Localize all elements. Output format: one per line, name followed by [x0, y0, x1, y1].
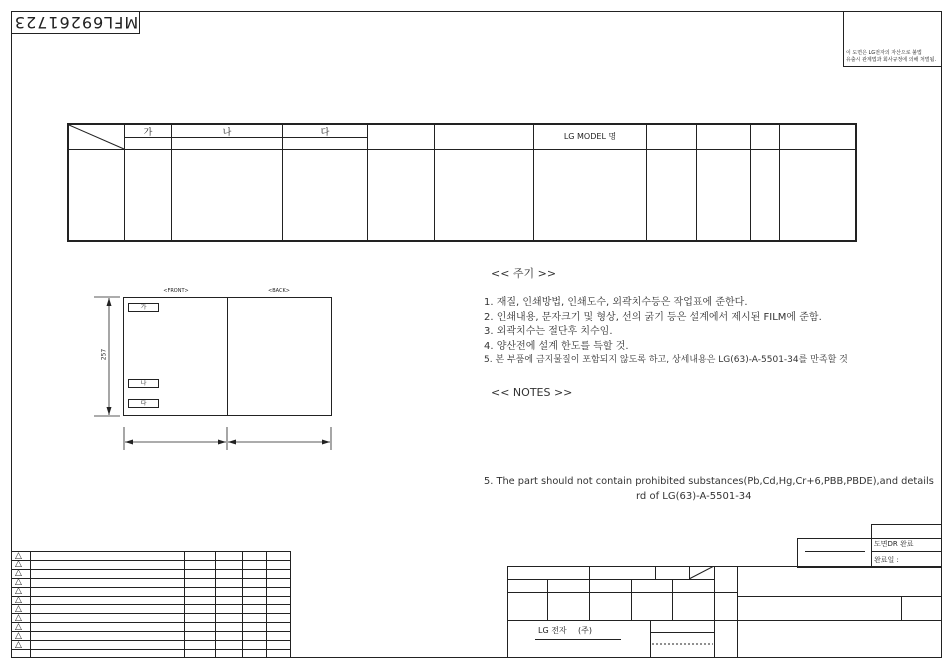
- spec-col-4: [367, 124, 368, 241]
- revision-row-line: [11, 640, 291, 641]
- tb-col-6: [650, 620, 651, 658]
- spec-header-lg-model: LG MODEL 명: [563, 132, 617, 141]
- spec-col-7: [646, 124, 647, 241]
- spec-col-5: [434, 124, 435, 241]
- back-label: <BACK>: [268, 288, 290, 294]
- spec-table-diagonal: [68, 124, 125, 150]
- revision-row-line: [11, 631, 291, 632]
- revision-row-line: [11, 560, 291, 561]
- label-ga-text: 가: [140, 304, 147, 311]
- company-name: LG 전자: [538, 626, 567, 635]
- spec-header-ga: 가: [143, 128, 153, 138]
- tb-col-10: [901, 596, 902, 620]
- revision-col-2: [184, 551, 185, 658]
- spec-table: [67, 123, 857, 242]
- english-notes-title: << NOTES >>: [491, 386, 573, 399]
- spec-header-da: 다: [320, 128, 330, 138]
- tb-row-6: [650, 632, 714, 633]
- tb-row-3: [507, 620, 737, 621]
- spec-col-1: [124, 124, 125, 241]
- revision-triangle-icon: △: [15, 630, 22, 641]
- dr-box-divider: [871, 524, 872, 568]
- spec-col-10: [779, 124, 780, 241]
- tb-col-9: [737, 566, 738, 658]
- revision-col-1: [30, 551, 31, 658]
- revision-triangle-icon: △: [15, 586, 22, 597]
- warning-box-bottom-border: [843, 66, 942, 67]
- revision-row-line: [11, 649, 291, 650]
- label-da-text: 다: [140, 400, 147, 407]
- revision-row-line: [11, 613, 291, 614]
- dr-signature-line: [805, 551, 865, 552]
- tb-dashed-line: [650, 642, 715, 646]
- tb-col-5: [672, 579, 673, 620]
- tb-col-1: [547, 579, 548, 620]
- company-suffix: (주): [578, 626, 592, 635]
- dr-complete-label: 도면DR 완료: [874, 540, 914, 548]
- revision-row-line: [11, 569, 291, 570]
- korean-note-5: 5. 본 부품에 금지물질이 포함되지 않도록 하고, 상세내용은 LG(63)-A-5501-34를 만족할 것: [484, 355, 848, 365]
- english-note-line-1: 5. The part should not contain prohibited substances(Pb,Cd,Hg,Cr+6,PBB,PBDE),and details: [484, 476, 934, 487]
- revision-col-3: [215, 551, 216, 658]
- revision-row-line: [11, 587, 291, 588]
- warning-line-1: 이 도면은 LG전자의 자산으로 불법: [846, 50, 922, 56]
- company-underline: [535, 639, 621, 640]
- revision-triangle-icon: △: [15, 559, 22, 570]
- warning-box-left-border: [843, 11, 844, 66]
- tb-row-2: [507, 592, 737, 593]
- spec-col-2: [171, 124, 172, 241]
- spec-col-3: [282, 124, 283, 241]
- dr-box-top: [871, 524, 942, 525]
- dimension-lines: [90, 290, 340, 455]
- spec-col-9: [750, 124, 751, 241]
- revision-triangle-icon: △: [15, 595, 22, 605]
- spec-table-header-line-full: [68, 149, 856, 150]
- tb-col-2: [589, 566, 590, 620]
- revision-row-line: [11, 596, 291, 597]
- revision-triangle-icon: △: [15, 568, 22, 579]
- label-na-text: 나: [140, 380, 147, 387]
- revision-triangle-icon: △: [15, 621, 22, 632]
- tb-row-1: [507, 579, 714, 580]
- korean-note-2: 2. 인쇄내용, 문자크기 및 형상, 선의 굵기 등은 설계에서 제시된 FILM에 준함.: [484, 312, 822, 323]
- korean-notes-title: << 주기 >>: [491, 267, 557, 280]
- revision-row-line: [11, 604, 291, 605]
- revision-row-line: [11, 622, 291, 623]
- revision-col-5: [266, 551, 267, 658]
- revision-triangle-icon: △: [15, 612, 22, 623]
- complete-date-label: 완료일 :: [874, 556, 899, 564]
- spec-header-na: 나: [222, 128, 232, 138]
- korean-note-3: 3. 외곽치수는 절단후 치수임.: [484, 326, 613, 337]
- tb-row-4: [737, 596, 942, 597]
- tb-diagonal: [689, 566, 715, 580]
- revision-triangle-icon: △: [15, 577, 22, 588]
- dr-box: [797, 538, 942, 568]
- dr-box-mid: [871, 551, 942, 552]
- english-note-line-2: rd of LG(63)-A-5501-34: [636, 491, 752, 502]
- revision-triangle-icon: △: [15, 603, 22, 614]
- tb-row-5: [737, 620, 942, 621]
- height-dimension-value: 257: [100, 348, 108, 361]
- tb-col-4: [655, 566, 656, 579]
- revision-col-4: [242, 551, 243, 658]
- tb-col-3: [631, 579, 632, 620]
- revision-triangle-icon: △: [15, 550, 22, 561]
- drawing-number: MFL69261723: [13, 13, 139, 32]
- revision-row-line: [11, 578, 291, 579]
- warning-line-2: 유출시 관계법과 회사규정에 의해 처벌됨.: [846, 57, 937, 63]
- revision-triangle-icon: △: [15, 639, 22, 650]
- spec-col-8: [696, 124, 697, 241]
- korean-note-1: 1. 재질, 인쇄방법, 인쇄도수, 외곽치수등은 작업표에 준한다.: [484, 297, 748, 308]
- korean-note-4: 4. 양산전에 설계 한도를 득할 것.: [484, 341, 629, 352]
- front-label: <FRONT>: [163, 288, 189, 294]
